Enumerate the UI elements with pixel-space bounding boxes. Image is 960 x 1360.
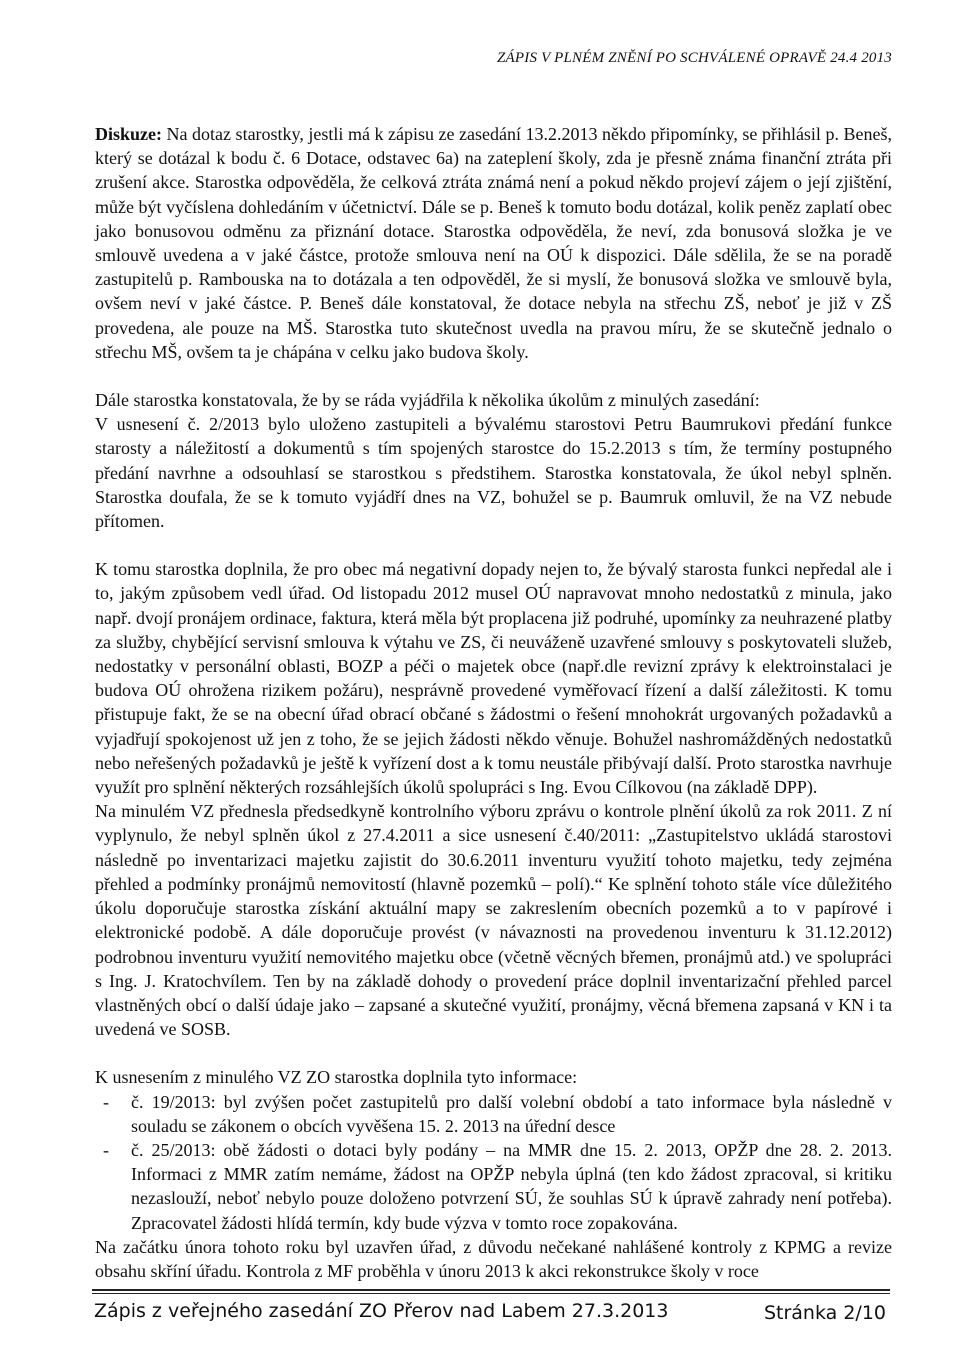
control-committee-paragraph: Na minulém VZ přednesla předsedkyně kontrolního výboru zprávu o kontrole plnění úkolů za rok 2011. Z ní vyplynulo, že nebyl splněn úkol z 27.4.2011 a sice usnesení č.40/2011: „Zastupitelstvo ukládá starostovi následně po inventarizaci majetku zajistit do 30.6.2011 inventuru využití tohoto majetku, tedy zejména přehled a podmínky pronájmů nemovitostí (hlavně pozemků – polí).“ Ke splnění tohoto stále více důležitého úkolu doporučuje starostka získání aktuální mapy se zakreslením obecních pozemků a to v papírové i elektronické podobě. A dále doporučuje provést (v návaznosti na provedenou inventuru k 31.12.2012) podrobnou inventuru využití nemovitého majetku obce (včetně věcných břemen, pronájmů atd.) ve spolupráci s Ing. J. Kratochvílem. Ten by na základě dohody o provedení práce doplnil inventarizační přehled parcel vlastněných obcí o další údaje jako – zapsané a skutečné využití, pronájmy, věcná břemena zapsaná v KN i ta uvedená ve SOSB. <box>95 801 892 1040</box>
footer-title: Zápis z veřejného zasedání ZO Přerov nad Labem 27.3.2013 <box>94 1300 669 1322</box>
page-header: ZÁPIS V PLNÉM ZNĚNÍ PO SCHVÁLENÉ OPRAVĚ 24.4 2013 <box>496 50 892 66</box>
page-number: Stránka 2/10 <box>763 1302 886 1324</box>
resolution-2-2013-paragraph: V usnesení č. 2/2013 bylo uloženo zastupiteli a bývalému starostovi Petru Baumrukovi předání funkce starosty a náležitostí a dokumentů s tím spojených starostce do 15.2.2013 s tím, že termíny postupného předání navrhne a odsouhlasí se starostkou s předstihem. Starostka konstatovala, že úkol nebyl splněn. Starostka doufala, že se k tomuto vyjádří dnes na VZ, bohužel se p. Baumruk omluvil, že na VZ nebude přítomen. <box>95 414 892 532</box>
discussion-text: Na dotaz starostky, jestli má k zápisu ze zasedání 13.2.2013 někdo připomínky, se přihlásil p. Beneš, který se dotázal k bodu č. 6 Dotace, odstavec 6a) na zateplení školy, zda je přesně známa finanční ztráta při zrušení akce. Starostka odpověděla, že celková ztráta známá není a pokud někdo projeví zájem o její zjištění, může být vyčíslena dohledáním v účetnictví. Dále se p. Beneš k tomuto bodu dotázal, kolik peněz zaplatí obec jako bonusovou odměnu za přiznání dotace. Starostka odpověděla, že neví, zda bonusová složka je ve smlouvě uvedena a v jaké částce, protože smlouva není na OÚ k dispozici. Dále sdělila, že se na poradě zastupitelů p. Rambouska na to dotázala a ten odpověděl, že si myslí, že bonusová složka ve smlouvě byla, ovšem neví v jaké částce. P. Beneš dále konstatoval, že dotace nebyla na střechu ZŠ, neboť je již v ZŠ provedena, ale pouze na MŠ. Starostka tuto skutečnost uvedla na pravou míru, že se skutečně jednalo o střechu MŠ, ovšem ta je chápána v celku jako budova školy. <box>95 124 892 362</box>
discussion-label: Diskuze: <box>95 124 162 144</box>
discussion-paragraph <box>95 122 892 364</box>
list-item: - č. 19/2013: byl zvýšen počet zastupitelů pro další volební období a tato informace byla následně v souladu se zákonem o obcích vyvěšena 15. 2. 2013 na úřední desce <box>95 1090 892 1138</box>
footer-divider <box>92 1289 890 1291</box>
intro-tasks-paragraph: Dále starostka konstatovala, že by se ráda vyjádřila k několika úkolům z minulých zasedání: <box>95 390 760 411</box>
office-closure-paragraph: Na začátku února tohoto roku byl uzavřen úřad, z důvodu nečekané nahlášené kontroly z KPMG a revize obsahu skříní úřadu. Kontrola z MF proběhla v únoru 2013 k akci rekonstrukce školy v roce <box>95 1236 892 1281</box>
document-body <box>95 122 892 1283</box>
resolutions-list <box>95 1090 892 1235</box>
deficiencies-paragraph: K tomu starostka doplnila, že pro obec má negativní dopady nejen to, že bývalý starosta funkci nepředal ale i to, jakým způsobem vedl úřad. Od listopadu 2012 musel OÚ napravovat mnoho nedostatků z minula, jako např. dvojí pronájem ordinace, faktura, která měla být proplacena již podruhé, upomínky za neuhrazené platby za služby, chybějící servisní smlouva k výtahu ve ZS, či neuváženě uzavřené smlouvy s poskytovateli služeb, nedostatky v personální oblasti, BOZP a péči o majetek obce (např.dle revizní zprávy k elektroinstalaci je budova OÚ ohrožena rizikem požáru), nesprávně provedené vyměřovací řízení a další záležitosti. K tomu přistupuje fakt, že se na obecní úřad obrací občané s žádostmi o řešení mnohokrát urgovaných požadavků a vyjadřují spokojenost už jen z toho, že se jejich žádosti někdo věnuje. Bohužel nashromážděných nedostatků nebo neřešených požadavků je ještě k vyřízení dost a k tomu neustále přibývají další. Proto starostka navrhuje využít pro splnění některých rozsáhlejších úkolů spolupráci s Ing. Evou Cílkovou (na základě DPP). <box>95 559 892 798</box>
list-item: - č. 25/2013: obě žádosti o dotaci byly podány – na MMR dne 15. 2. 2013, OPŽP dne 28. 2. 2013. Informaci z MMR zatím nemáme, žádost na OPŽP nebyla úplná (ten kdo žádost zpracoval, si kritiku nezaslouží, neboť nebylo pouze doloženo potvrzení SÚ, že souhlas SÚ k úpravě zahrady není potřeba). Zpracovatel žádosti hlídá termín, kdy bude výzva v tomto roce zopakována. <box>95 1138 892 1235</box>
footer-divider-thin <box>92 1293 890 1294</box>
resolutions-info-paragraph: K usnesením z minulého VZ ZO starostka doplnila tyto informace: <box>95 1067 578 1088</box>
